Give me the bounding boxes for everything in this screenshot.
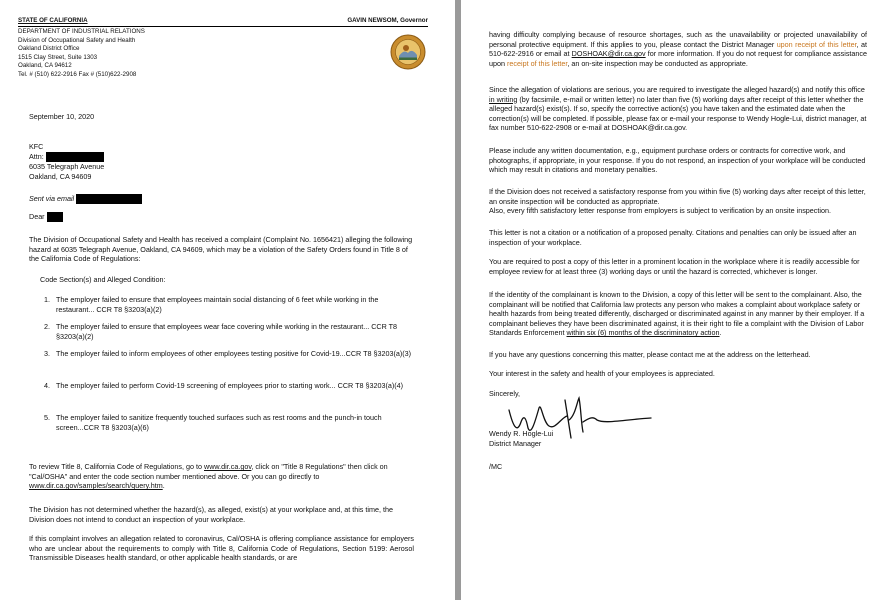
redacted-block — [46, 152, 104, 162]
redacted-email — [76, 194, 142, 204]
code-heading: Code Section(s) and Alleged Condition: — [40, 275, 166, 284]
not-determined-paragraph: The Division has not determined whether the hazard(s), as alleged, exist(s) at your workplace and, at this time, the Division does not intend to conduct an inspection of your workplace. — [29, 505, 393, 524]
query-page-link[interactable]: www.dir.ca.gov/samples/search/query.htm — [29, 481, 163, 491]
violation-item: 2. The employer failed to ensure that employees wear face covering while working in the restaurant... CCR T8 §3203(a)(2) — [44, 322, 398, 341]
intro-paragraph: The Division of Occupational Safety and Health has received a complaint (Complaint No. 1656421) alleging the following hazard at 6035 Telegraph Avenue, Oakland, CA 94609, which may be a violation of the Safety Orders found in Title 8 of the California Code of Regulations: — [29, 235, 413, 264]
typist-initials: /MC — [489, 462, 503, 471]
recipient-attn: Attn: — [29, 151, 44, 161]
violation-item: 1. The employer failed to ensure that employees maintain social distancing of 6 feet while working in the restaurant... CCR T8 §3203(a)(2) — [44, 295, 379, 314]
governor-name: GAVIN NEWSOM, Governor — [347, 17, 428, 24]
closing: Sincerely, — [489, 389, 521, 398]
division-name: Division of Occupational Safety and Health — [18, 36, 136, 44]
signer-title: District Manager — [489, 438, 542, 448]
recipient-city: Oakland, CA 94609 — [29, 171, 92, 181]
appreciation-paragraph: Your interest in the safety and health of your employees is appreciated. — [489, 369, 715, 378]
recipient-block — [29, 142, 104, 181]
violation-item: 3. The employer failed to inform employees of other employees testing positive for Covid-19...CCR T8 §3203(a)(3) — [44, 349, 412, 358]
covid-paragraph: If this complaint involves an allegation related to coronavirus, Cal/OSHA is offering compliance assistance for employers who are unclear about the requirements to comply with Title 8, California Code of Regulations, Section 5199: Aerosol Transmissible Diseases health standard, or other applicable health standards, or are — [29, 534, 414, 563]
not-citation-paragraph: This letter is not a citation or a notification of a proposed penalty. Citations and penalties can only be issued after an inspection of your workplace. — [489, 228, 857, 247]
sent-via-line — [29, 194, 142, 204]
highlight-text: receipt of this letter — [507, 58, 568, 68]
signer-name: Wendy R. Hogle-Lui — [489, 429, 554, 438]
sent-via-label: Sent via email — [29, 194, 75, 203]
doshoak-email-link[interactable]: DOSHOAK@dir.ca.gov — [571, 49, 646, 59]
office-city: Oakland, CA 94612 — [18, 62, 72, 70]
violation-item: 5. The employer failed to sanitize frequently touched surfaces such as rest rooms and the punch-in touch screen...CCR T8 §3203(a)(6) — [44, 413, 382, 432]
redacted-name — [47, 212, 63, 222]
complainant-paragraph: If the identity of the complainant is known to the Division, a copy of this letter will be sent to the complainant. Also, the complainant will be notified that California law protects any person who makes a complaint about workplace safety or health hazards from being treated differently, discharged or discriminated against in any manner by their employer. If a complainant believes they have been discriminated against, it is their right to file a complaint with the Division of Labor Standards Enforcement within six (6) months of the discriminatory action. — [489, 290, 865, 338]
department-name: DEPARTMENT OF INDUSTRIAL RELATIONS — [18, 28, 145, 35]
state-name: STATE OF CALIFORNIA — [18, 17, 88, 24]
letter-date: September 10, 2020 — [29, 112, 95, 121]
compliance-paragraph: having difficulty complying because of resource shortages, such as the unavailability or projected unavailability of personal protective equipment. If this applies to you, please contact the District Manager upon receipt of this letter, at 510-622-2916 or email at DOSHOAK@dir.ca.gov for more information. If you do not request for compliance assistance upon receipt of this letter, an on-site inspection may be conducted as appropriate. — [489, 30, 868, 68]
letterhead — [18, 17, 428, 80]
california-seal-icon — [390, 34, 426, 70]
dear-label: Dear — [29, 212, 45, 221]
dir-ca-gov-link[interactable]: www.dir.ca.gov — [204, 462, 252, 471]
signer-block — [489, 429, 553, 449]
documentation-paragraph: Please include any written documentation, e.g., equipment purchase orders or contracts for corrective work, and photographs, if appropriate, in your response. If you do not respond, an inspection of your workplace will be conducted which may result in citations and monetary penalties. — [489, 146, 866, 175]
response-paragraph: If the Division does not received a satisfactory response from you within five (5) working days after receipt of this letter, an onsite inspection will be conducted as appropriate. Also, every fifth satisfactory letter response from employers is subject to verification by an onsite inspection. — [489, 187, 866, 216]
letter-page-2 — [461, 0, 881, 600]
investigate-paragraph: Since the allegation of violations are serious, you are required to investigate the alleged hazard(s) and notify this office in writing (by facsimile, e-mail or written letter) no later than five (5) working days after receipt of this letter whether the alleged hazard(s) exist(s). If so, specify the corrective action(s) you have taken and the estimated date when the correction(s) will be completed. If possible, please fax or e-mail your response to Wendy Hogle-Lui, district manager, at fax number 510-622-2908 or e-mail at DOSHOAK@dir.ca.gov. — [489, 85, 867, 133]
office-street: 1515 Clay Street, Suite 1303 — [18, 53, 98, 61]
violations-list — [44, 295, 414, 440]
recipient-street: 6035 Telegraph Avenue — [29, 161, 105, 171]
office-name: Oakland District Office — [18, 45, 80, 53]
office-phone: Tel. # (510) 622-2916 Fax # (510)622-2908 — [18, 70, 137, 78]
posting-paragraph: You are required to post a copy of this letter in a prominent location in the workplace where it is readily accessible for employee review for at least three (3) working days or until the hazard is corrected, whichever is longer. — [489, 257, 860, 276]
highlight-text: upon receipt of this letter — [776, 39, 857, 49]
salutation — [29, 212, 63, 222]
recipient-name: KFC — [29, 142, 44, 151]
questions-paragraph: If you have any questions concerning this matter, please contact me at the address on the letterhead. — [489, 350, 811, 359]
violation-item: 4. The employer failed to perform Covid-19 screening of employees prior to starting work... CCR T8 §3203(a)(4) — [44, 381, 404, 390]
review-paragraph: To review Title 8, California Code of Regulations, go to www.dir.ca.gov, click on "Title 8 Regulations" then click on "Cal/OSHA" and enter the code section number mentioned above. Or you can go directly to www.dir.ca.gov/samples/search/query.htm. — [29, 462, 388, 491]
